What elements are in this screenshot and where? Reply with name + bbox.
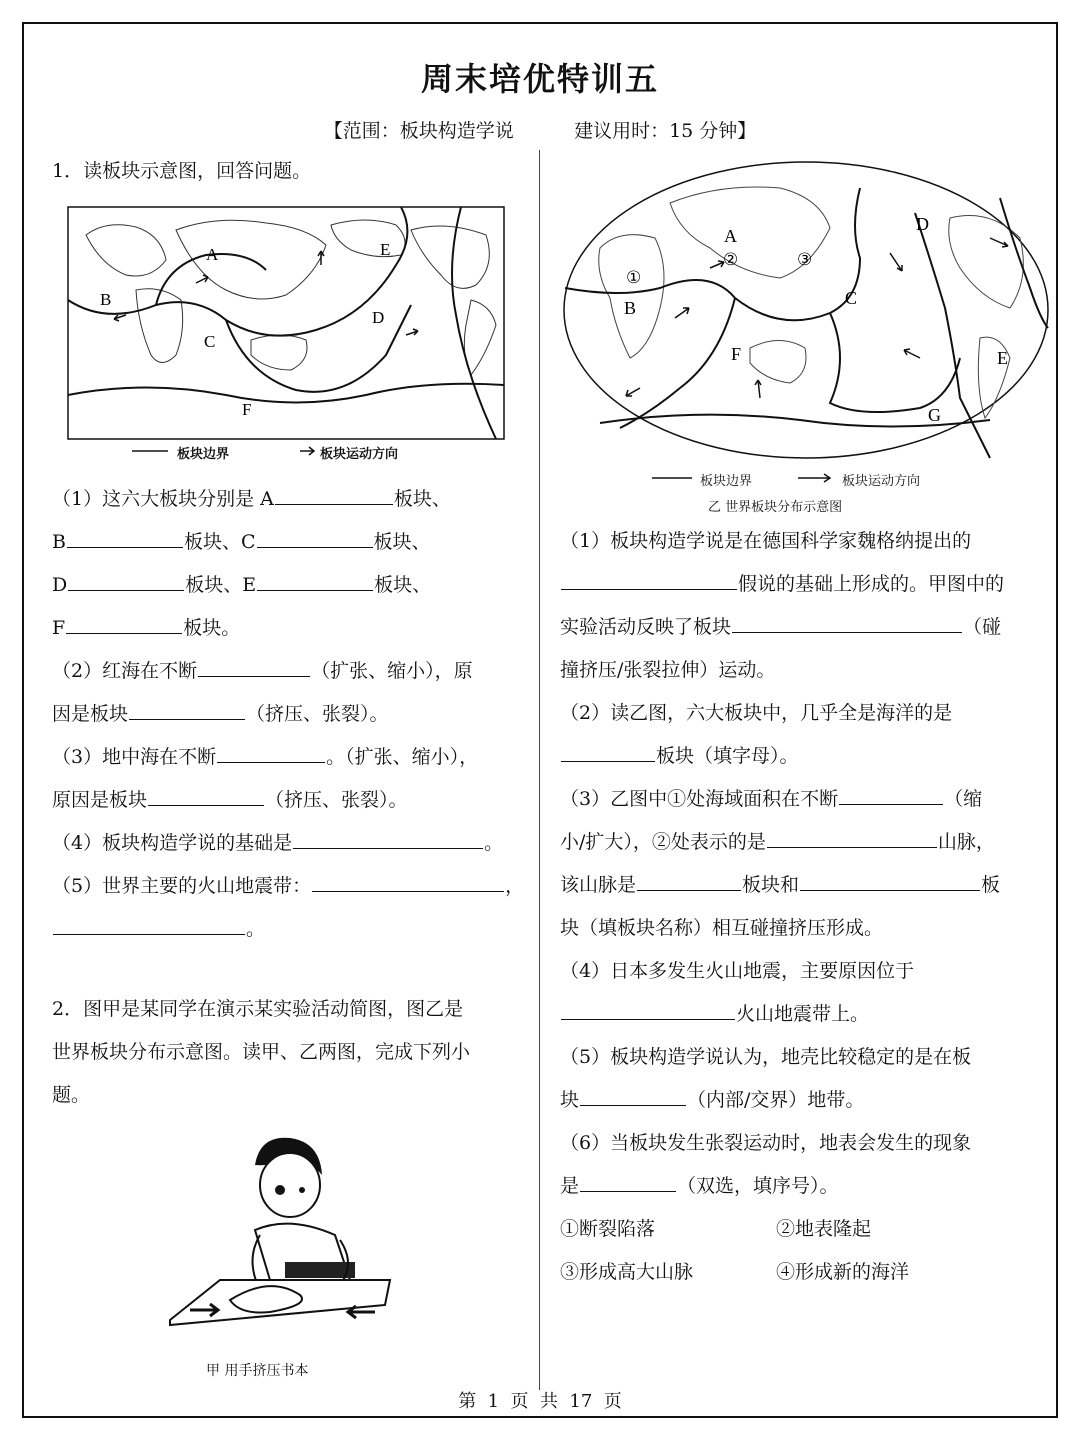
plate-label-g: G (928, 405, 941, 425)
column-divider (539, 150, 540, 1390)
q1-line-3: D 板块、E 板块、 (52, 564, 524, 607)
question-2-body (560, 520, 1004, 1294)
q2-line-7: （3）乙图中①处海域面积在不断 （缩 (560, 778, 1004, 821)
q1-line-1: （1）这六大板块分别是 A 板块、 (52, 478, 524, 521)
plate-label-c: C (204, 332, 216, 351)
answer-blank[interactable] (53, 908, 245, 935)
answer-blank[interactable] (67, 521, 183, 548)
q2-line-14: 块 （内部/交界）地带。 (560, 1079, 1004, 1122)
answer-blank[interactable] (275, 478, 393, 505)
marker-1: ① (626, 268, 642, 288)
legend-arrow-icon (298, 443, 318, 459)
plate-label-f: F (242, 400, 252, 419)
answer-blank[interactable] (580, 1165, 676, 1192)
page-title: 周末培优特训五 (420, 60, 659, 98)
answer-blank[interactable] (257, 564, 373, 591)
question-1-stem: 1．读板块示意图，回答问题。 (52, 160, 312, 182)
q2-line-10: 块（填板块名称）相互碰撞挤压形成。 (560, 917, 884, 939)
answer-blank[interactable] (561, 563, 737, 590)
answer-blank[interactable] (198, 650, 310, 677)
q1-line-10: （5）世界主要的火山地震带： ， (52, 865, 524, 908)
plate-label-e: E (380, 240, 391, 259)
answer-blank[interactable] (637, 864, 741, 891)
plate-label-d: D (372, 308, 385, 327)
q2-line-5: （2）读乙图，六大板块中，几乎全是海洋的是 (560, 702, 953, 724)
answer-blank[interactable] (129, 693, 245, 720)
page-number-footer: 第 1 页 共 17 页 (458, 1391, 622, 1412)
figure-yi-world-plate-map (560, 158, 1052, 466)
legend-boundary-line (130, 443, 170, 459)
answer-blank[interactable] (561, 735, 655, 762)
plate-label-b: B (624, 298, 637, 318)
marker-3: ③ (797, 250, 813, 270)
answer-blank[interactable] (767, 821, 937, 848)
answer-blank[interactable] (257, 521, 373, 548)
legend-arrow-icon (796, 470, 836, 486)
answer-blank[interactable] (217, 736, 325, 763)
q1-line-8: 原因是板块 （挤压、张裂）。 (52, 779, 524, 822)
q2-line-1: （1）板块构造学说是在德国科学家魏格纳提出的 (560, 530, 972, 552)
q2-line-2: 假说的基础上形成的。甲图中的 (560, 563, 1004, 606)
answer-blank[interactable] (312, 865, 504, 892)
q2-line-6: 板块（填字母）。 (560, 735, 1004, 778)
q1-line-4: F 板块。 (52, 607, 524, 650)
q2-options-row-2 (560, 1251, 1004, 1294)
q2-line-16: 是 （双选，填序号）。 (560, 1165, 1004, 1208)
plate-label-d: D (916, 214, 929, 234)
legend-boundary-label: 板块边界 (177, 447, 230, 462)
plate-label-c: C (845, 288, 858, 308)
plate-label-e: E (997, 348, 1008, 368)
plate-label-b: B (100, 290, 112, 309)
question-2-stem: 2．图甲是某同学在演示某实验活动简图，图乙是 世界板块分布示意图。读甲、乙两图，完成下列小 题。 (52, 998, 471, 1106)
q2-line-11: （4）日本多发生火山地震，主要原因位于 (560, 960, 915, 982)
plate-label-a: A (206, 245, 219, 264)
figure-jia-illustration (160, 1130, 400, 1350)
answer-blank[interactable] (839, 778, 943, 805)
option-3[interactable]: ③形成高大山脉 (560, 1261, 694, 1283)
figure-yi-caption: 乙 世界板块分布示意图 (708, 500, 843, 515)
answer-blank[interactable] (68, 564, 184, 591)
scope-line: 【范围：板块构造学说 建议用时：15 分钟】 (323, 120, 757, 142)
option-2[interactable]: ②地表隆起 (776, 1218, 872, 1240)
q1-line-2: B 板块、C 板块、 (52, 521, 524, 564)
q1-line-9: （4）板块构造学说的基础是 。 (52, 822, 524, 865)
q1-line-11: 。 (52, 908, 524, 951)
q2-line-8: 小/扩大），②处表示的是 山脉， (560, 821, 1004, 864)
answer-blank[interactable] (561, 993, 735, 1020)
answer-blank[interactable] (800, 864, 980, 891)
legend-motion-label: 板块运动方向 (842, 474, 921, 489)
marker-2: ② (723, 250, 739, 270)
q2-line-3: 实验活动反映了板块 （碰 (560, 606, 1004, 649)
q2-line-12: 火山地震带上。 (560, 993, 1004, 1036)
legend-boundary-label: 板块边界 (700, 474, 753, 489)
q2-options-row-1 (560, 1208, 1004, 1251)
answer-blank[interactable] (732, 606, 962, 633)
option-4[interactable]: ④形成新的海洋 (776, 1261, 910, 1283)
answer-blank[interactable] (148, 779, 264, 806)
q1-line-5: （2）红海在不断 （扩张、缩小），原 (52, 650, 524, 693)
q1-line-6: 因是板块 （挤压、张裂）。 (52, 693, 524, 736)
figure-jia-caption: 甲 用手挤压书本 (206, 1363, 309, 1379)
legend-boundary-line (650, 470, 694, 486)
q2-line-15: （6）当板块发生张裂运动时，地表会发生的现象 (560, 1132, 972, 1154)
q2-line-9: 该山脉是 板块和 板 (560, 864, 1004, 907)
plate-label-a: A (724, 226, 737, 246)
option-1[interactable]: ①断裂陷落 (560, 1218, 656, 1240)
plate-label-f: F (731, 344, 742, 364)
q1-line-7: （3）地中海在不断 。（扩张、缩小）， (52, 736, 524, 779)
plate-map-figure (66, 205, 506, 445)
legend-motion-label: 板块运动方向 (320, 447, 399, 462)
q2-line-4: 撞挤压/张裂拉伸）运动。 (560, 659, 776, 681)
q2-line-13: （5）板块构造学说认为，地壳比较稳定的是在板 (560, 1046, 972, 1068)
answer-blank[interactable] (293, 822, 483, 849)
answer-blank[interactable] (66, 607, 182, 634)
question-1-body (52, 478, 524, 951)
answer-blank[interactable] (580, 1079, 686, 1106)
